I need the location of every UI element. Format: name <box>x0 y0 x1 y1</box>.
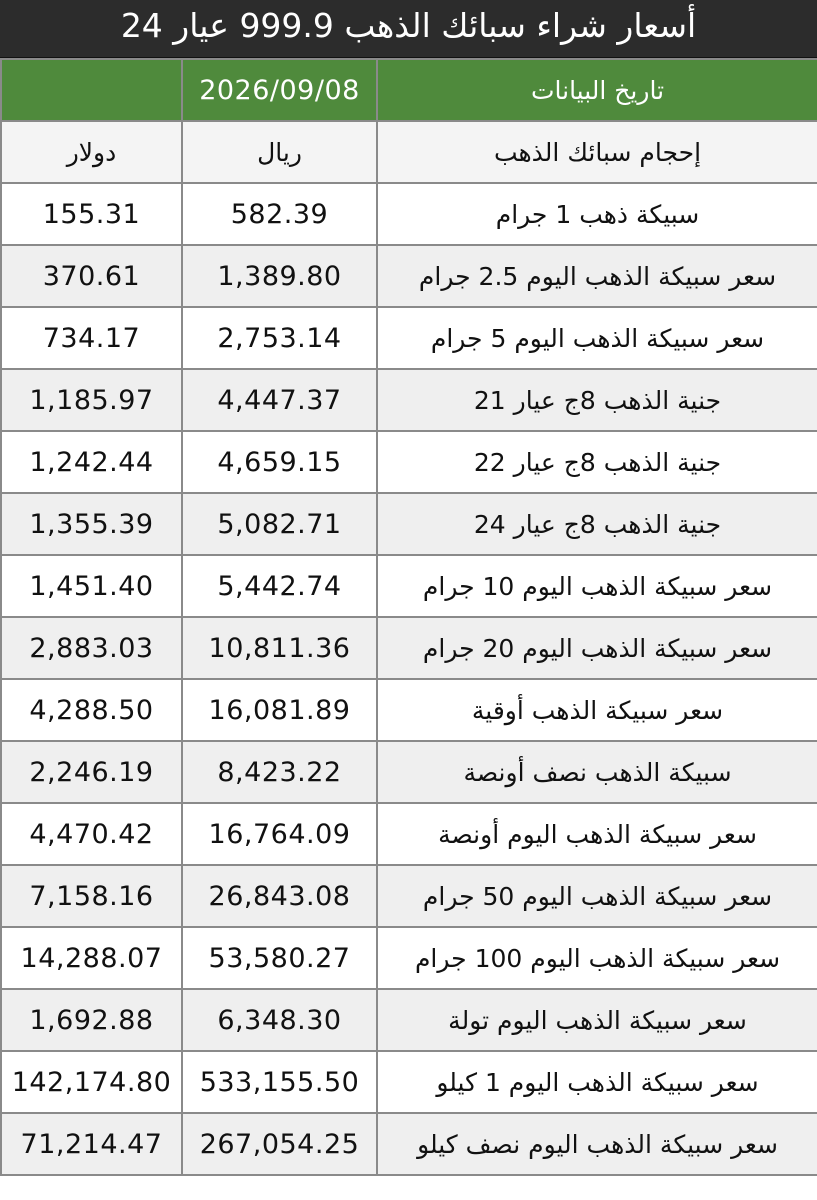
page-title: أسعار شراء سبائك الذهب 999.9 عيار 24 <box>0 0 817 58</box>
column-header-name: إحجام سبائك الذهب <box>377 121 817 183</box>
price-usd-cell: 1,185.97 <box>1 369 182 431</box>
table-row <box>1 1051 817 1113</box>
price-sar-cell: 4,659.15 <box>182 431 377 493</box>
bar-size-name-cell: سعر سبيكة الذهب اليوم 10 جرام <box>377 555 817 617</box>
bar-size-name-cell: سعر سبيكة الذهب اليوم 50 جرام <box>377 865 817 927</box>
price-usd-cell: 1,242.44 <box>1 431 182 493</box>
price-usd-cell: 142,174.80 <box>1 1051 182 1113</box>
price-usd-cell: 1,692.88 <box>1 989 182 1051</box>
table-row <box>1 369 817 431</box>
price-sar-cell: 10,811.36 <box>182 617 377 679</box>
bar-size-name-cell: سعر سبيكة الذهب اليوم 20 جرام <box>377 617 817 679</box>
bar-size-name-cell: سعر سبيكة الذهب اليوم 2.5 جرام <box>377 245 817 307</box>
date-value: 2026/09/08 <box>182 59 377 121</box>
table-row <box>1 989 817 1051</box>
price-usd-cell: 14,288.07 <box>1 927 182 989</box>
bar-size-name-cell: سبيكة الذهب نصف أونصة <box>377 741 817 803</box>
price-usd-cell: 4,288.50 <box>1 679 182 741</box>
price-sar-cell: 53,580.27 <box>182 927 377 989</box>
column-header-usd: دولار <box>1 121 182 183</box>
date-row <box>1 59 817 121</box>
price-sar-cell: 16,764.09 <box>182 803 377 865</box>
price-usd-cell: 370.61 <box>1 245 182 307</box>
bar-size-name-cell: سعر سبيكة الذهب اليوم نصف كيلو <box>377 1113 817 1175</box>
bar-size-name-cell: سعر سبيكة الذهب اليوم تولة <box>377 989 817 1051</box>
table-row <box>1 679 817 741</box>
price-sar-cell: 533,155.50 <box>182 1051 377 1113</box>
table-row <box>1 555 817 617</box>
bar-size-name-cell: سعر سبيكة الذهب اليوم 5 جرام <box>377 307 817 369</box>
price-usd-cell: 155.31 <box>1 183 182 245</box>
price-usd-cell: 2,883.03 <box>1 617 182 679</box>
price-sar-cell: 16,081.89 <box>182 679 377 741</box>
price-usd-cell: 1,451.40 <box>1 555 182 617</box>
table-body <box>1 59 817 1175</box>
bar-size-name-cell: سعر سبيكة الذهب اليوم أونصة <box>377 803 817 865</box>
price-sar-cell: 5,442.74 <box>182 555 377 617</box>
bar-size-name-cell: جنية الذهب 8ج عيار 21 <box>377 369 817 431</box>
price-sar-cell: 4,447.37 <box>182 369 377 431</box>
column-header-sar: ريال <box>182 121 377 183</box>
table-row <box>1 307 817 369</box>
price-usd-cell: 71,214.47 <box>1 1113 182 1175</box>
price-sar-cell: 8,423.22 <box>182 741 377 803</box>
table-row <box>1 493 817 555</box>
table-row <box>1 803 817 865</box>
price-sar-cell: 2,753.14 <box>182 307 377 369</box>
table-row <box>1 1113 817 1175</box>
table-row <box>1 927 817 989</box>
column-header-row <box>1 121 817 183</box>
price-usd-cell: 4,470.42 <box>1 803 182 865</box>
price-sar-cell: 6,348.30 <box>182 989 377 1051</box>
table-row <box>1 245 817 307</box>
table-row <box>1 183 817 245</box>
price-usd-cell: 1,355.39 <box>1 493 182 555</box>
table-row <box>1 865 817 927</box>
price-sar-cell: 5,082.71 <box>182 493 377 555</box>
bar-size-name-cell: سعر سبيكة الذهب اليوم 1 كيلو <box>377 1051 817 1113</box>
bar-size-name-cell: جنية الذهب 8ج عيار 24 <box>377 493 817 555</box>
date-row-empty-cell <box>1 59 182 121</box>
bar-size-name-cell: سبيكة ذهب 1 جرام <box>377 183 817 245</box>
price-sar-cell: 26,843.08 <box>182 865 377 927</box>
date-label: تاريخ البيانات <box>377 59 817 121</box>
price-usd-cell: 734.17 <box>1 307 182 369</box>
table-row <box>1 431 817 493</box>
bar-size-name-cell: سعر سبيكة الذهب اليوم 100 جرام <box>377 927 817 989</box>
bar-size-name-cell: جنية الذهب 8ج عيار 22 <box>377 431 817 493</box>
table-row <box>1 617 817 679</box>
bar-size-name-cell: سعر سبيكة الذهب أوقية <box>377 679 817 741</box>
price-usd-cell: 7,158.16 <box>1 865 182 927</box>
price-sar-cell: 582.39 <box>182 183 377 245</box>
gold-price-table <box>0 58 817 1176</box>
price-usd-cell: 2,246.19 <box>1 741 182 803</box>
price-sar-cell: 267,054.25 <box>182 1113 377 1175</box>
price-sar-cell: 1,389.80 <box>182 245 377 307</box>
table-row <box>1 741 817 803</box>
